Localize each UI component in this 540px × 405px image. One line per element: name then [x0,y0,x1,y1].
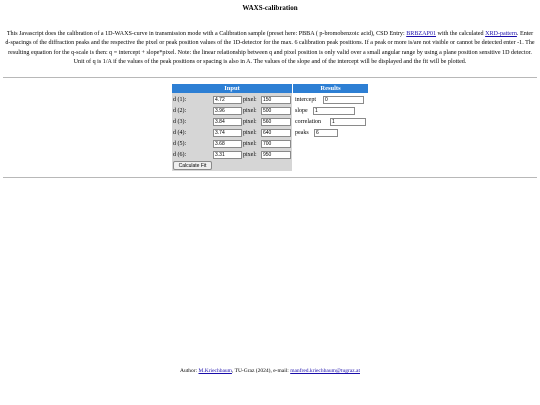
calculate-fit-button[interactable]: Calculate Fit [173,161,212,170]
intercept-label: intercept [295,97,316,103]
description-text-3: . Enter d-spacings of the diffraction peaks and the respective the pixel or peak position values of the 1D-detector for the max. 6 calibration peak positions. If a peak or more is/are not visible or cannot be detected enter -1. The resulting equation for the q-scale is then: q = intercept + slope*pixel. Note: the linear relationship between q and pixel position is only valid over a small angular range by using a plane position sensitive 1D detector. Unit of q is 1/A if the values of the peak positions or spacing is also in A. The values of the slope and of the intercept will be displayed and the fit will be plotted. [5,31,535,66]
slope-label: slope [295,108,308,114]
d6-label: d (6): [173,152,187,158]
input-row-3 [172,117,292,127]
pixel5-input[interactable] [261,140,291,148]
d2-input[interactable] [213,107,242,115]
results-heading: Results [293,84,368,93]
d1-label: d (1): [173,97,187,103]
footer [0,368,540,374]
pixel5-label: pixel: [243,141,257,147]
page-title: WAXS-calibration [242,4,298,12]
footer-prefix: Author: [179,368,199,374]
d1-input[interactable] [213,96,242,104]
pixel6-input[interactable] [261,151,291,159]
input-row-5 [172,139,292,149]
input-heading: Input [172,84,292,93]
correlation-label: correlation [295,119,321,125]
d4-input[interactable] [213,129,242,137]
pixel3-input[interactable] [261,118,291,126]
peaks-label: peaks [295,130,309,136]
input-panel [172,84,292,171]
d6-input[interactable] [213,151,242,159]
pixel4-input[interactable] [261,129,291,137]
input-row-6 [172,150,292,160]
email-link[interactable]: manfred.kriechbaum@tugraz.at [290,368,360,374]
csd-entry-link[interactable]: BRBZAP01 [406,31,437,37]
intercept-output[interactable] [323,96,364,104]
pixel1-label: pixel: [243,97,257,103]
d3-input[interactable] [213,118,242,126]
description [5,30,535,68]
description-text-1: This Javascript does the calibration of a 1D-WAXS-curve in transmission mode with a Calibration sample (preset here: PBBA ( p-bromobenzoic acid), CSD Entry: [6,31,407,37]
peaks-output[interactable] [314,129,338,137]
d2-label: d (2): [173,108,187,114]
input-row-1 [172,95,292,105]
pixel6-label: pixel: [243,152,257,158]
pixel2-input[interactable] [261,107,291,115]
results-panel [293,84,368,93]
input-row-4 [172,128,292,138]
divider-top [3,77,537,78]
slope-output[interactable] [313,107,355,115]
pixel2-label: pixel: [243,108,257,114]
d3-label: d (3): [173,119,187,125]
author-link[interactable]: M.Kriechbaum [198,368,232,374]
d4-label: d (4): [173,130,187,136]
pixel3-label: pixel: [243,119,257,125]
pixel1-input[interactable] [261,96,291,104]
input-row-2 [172,106,292,116]
xrd-pattern-link[interactable]: XRD-pattern [485,31,517,37]
footer-middle: , TU-Graz (2024), e-mail: [231,368,291,374]
divider-bottom [3,177,537,178]
pixel4-label: pixel: [243,130,257,136]
correlation-output[interactable] [330,118,366,126]
d5-input[interactable] [213,140,242,148]
description-text-2: with the calculated [436,31,486,37]
d5-label: d (5): [173,141,187,147]
